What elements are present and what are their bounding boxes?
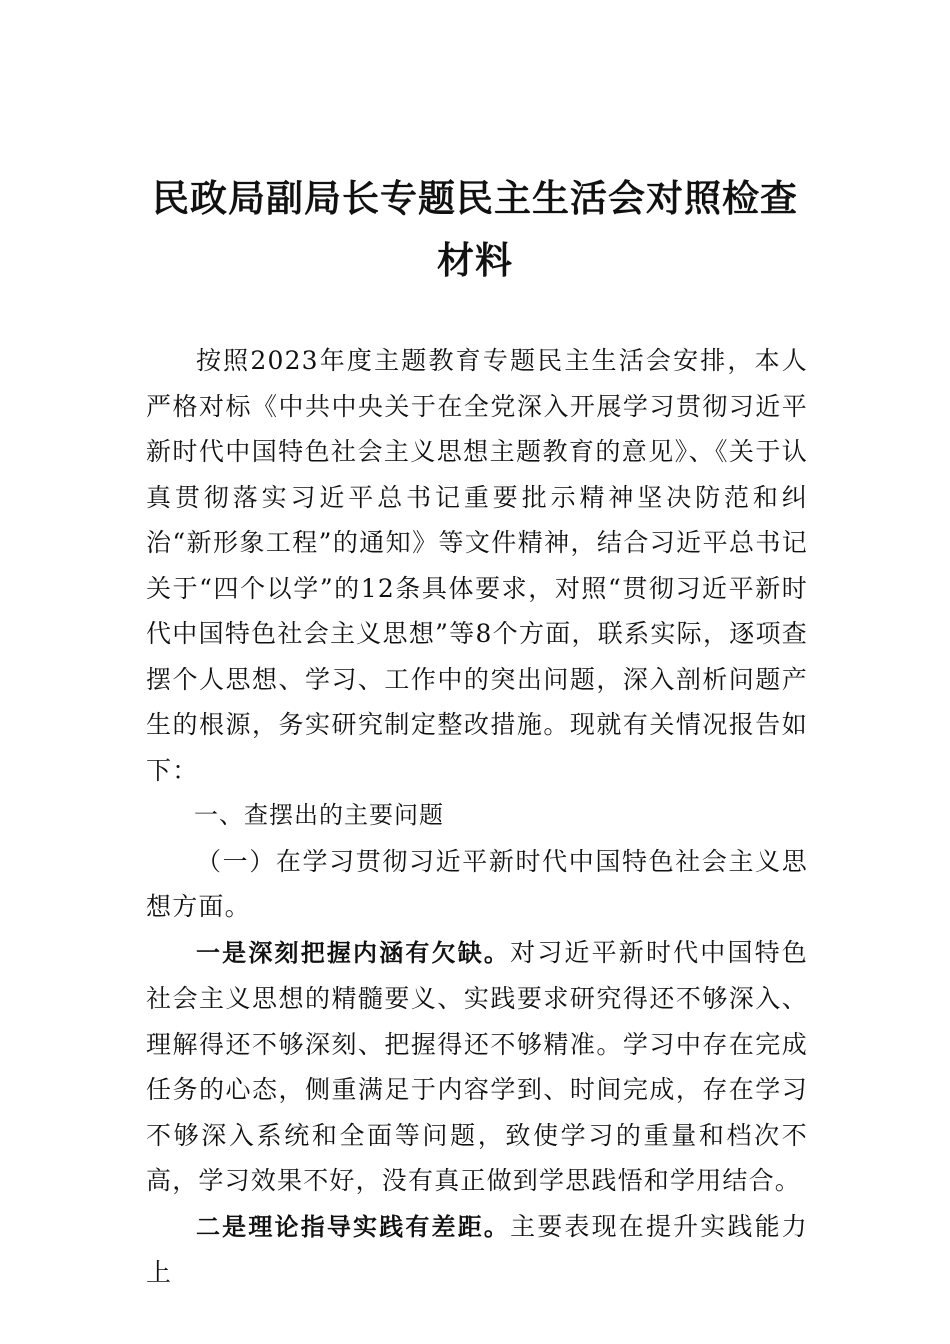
document-body bbox=[146, 338, 808, 1296]
point-paragraph-2 bbox=[146, 1204, 808, 1296]
point-lead-1: 一是深刻把握内涵有欠缺。 bbox=[196, 938, 511, 967]
document-title: 民政局副局长专题民主生活会对照检查材料 bbox=[152, 177, 798, 282]
intro-paragraph: 按照2023年度主题教育专题民主生活会安排，本人严格对标《中共中央关于在全党深入开展学习贯彻习近平新时代中国特色社会主义思想主题教育的意见》、《关于认真贯彻落实习近平总书记重要批示精神坚决防范和纠治“新形象工程”的通知》等文件精神，结合习近平总书记关于“四个以学”的12条具体要求，对照“贯彻习近平新时代中国特色社会主义思想”等8个方面，联系实际，逐项查摆个人思想、学习、工作中的突出问题，深入剖析问题产生的根源，务实研究制定整改措施。现就有关情况报告如下： bbox=[146, 346, 808, 785]
point-paragraph-1 bbox=[146, 930, 808, 1204]
point-text-2: 主要表现在提升实践能力上 bbox=[146, 1211, 809, 1287]
section-heading: 一、查摆出的主要问题 bbox=[194, 801, 444, 829]
point-lead-2: 二是理论指导实践有差距。 bbox=[196, 1212, 511, 1241]
subsection-heading: （一）在学习贯彻习近平新时代中国特色社会主义思想方面。 bbox=[146, 846, 808, 921]
point-text-1: 对习近平新时代中国特色社会主义思想的精髓要义、实践要求研究得还不够深入、理解得还不够深刻、把握得还不够精准。学习中存在完成任务的心态，侧重满足于内容学到、时间完成，存在学习不够深入系统和全面等问题，致使学习的重量和档次不高，学习效果不好，没有真正做到学思践悟和学用结合。 bbox=[146, 937, 809, 1195]
